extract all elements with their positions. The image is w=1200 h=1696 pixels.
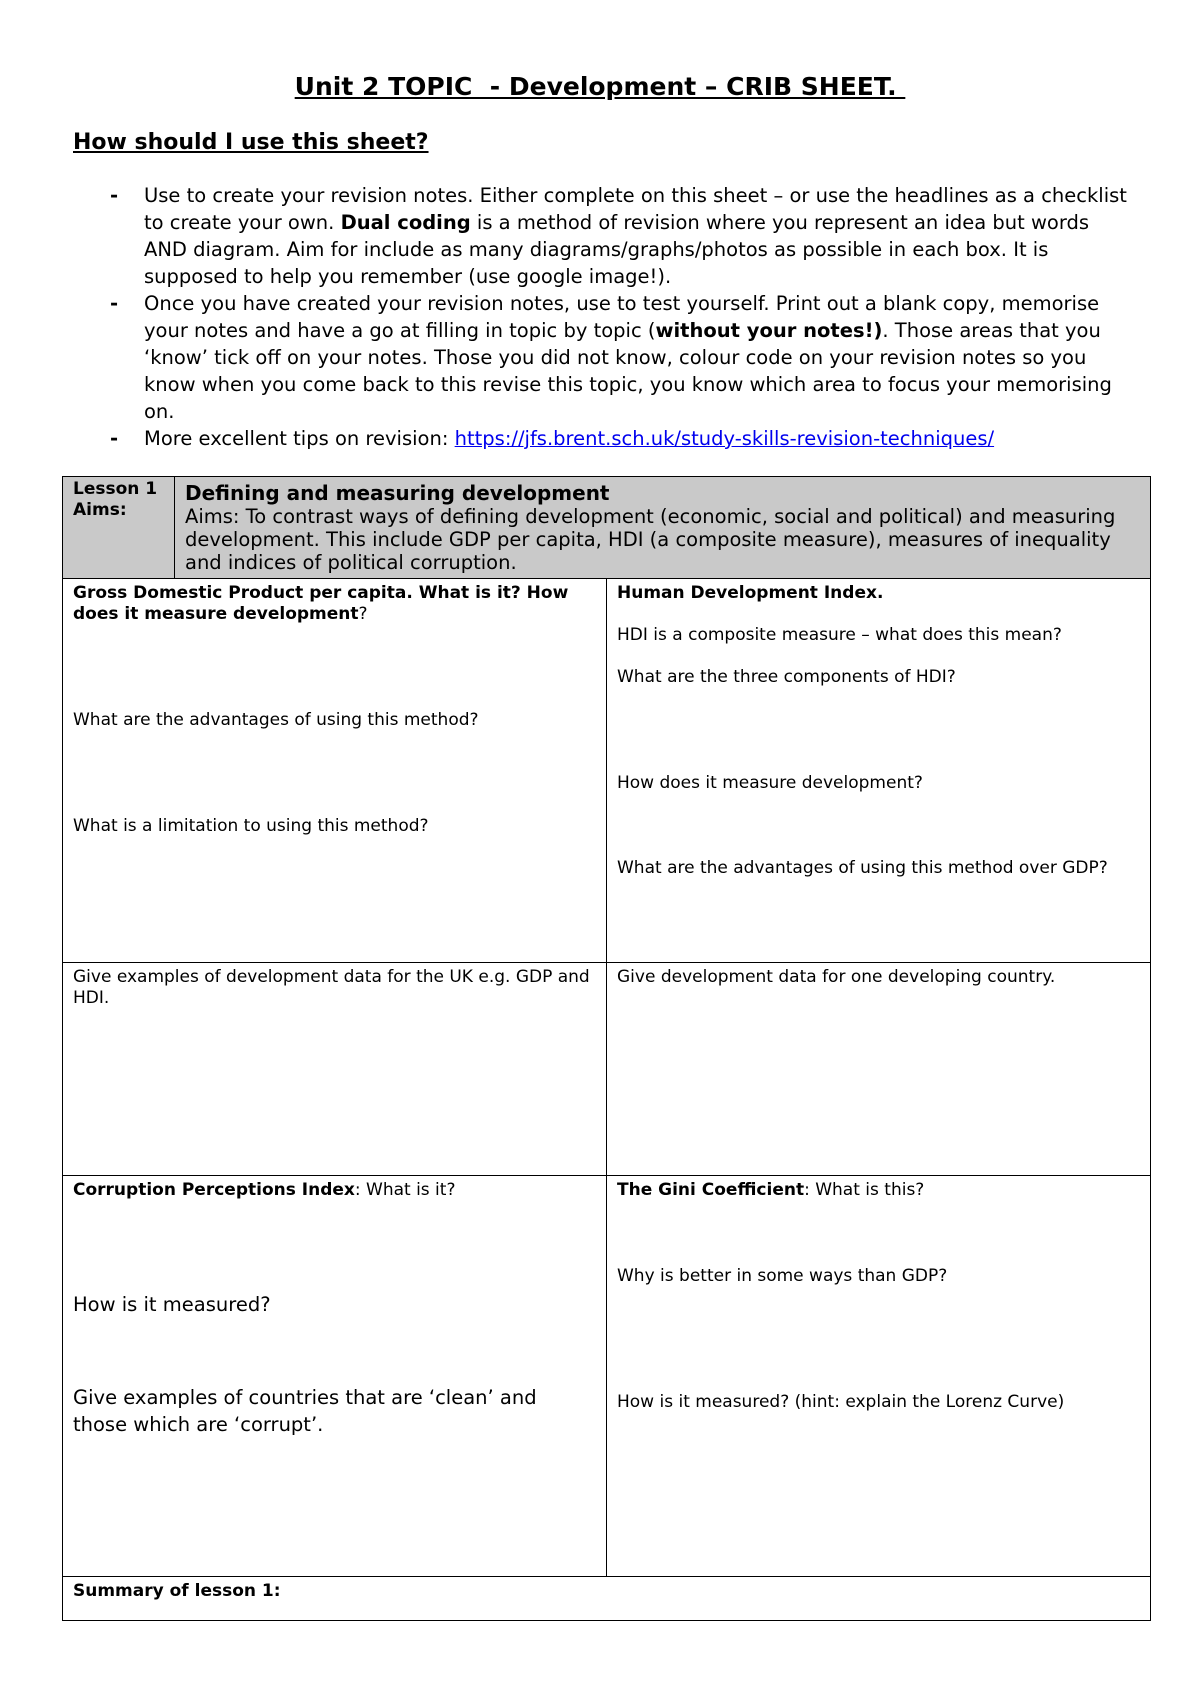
gdp-heading-tail: ? — [358, 604, 368, 624]
hdi-components-question: What are the three components of HDI? — [617, 667, 956, 687]
uk-data-question: Give examples of development data for the UK e.g. GDP and HDI. — [73, 967, 590, 1008]
hdi-cell[interactable] — [607, 579, 1151, 963]
crib-sheet-table — [62, 476, 1151, 1621]
gini-measured-question: How is it measured? (hint: explain the Lorenz Curve) — [617, 1392, 1065, 1412]
lesson-label: Lesson 1 Aims: — [63, 477, 175, 579]
gdp-heading-bold: Gross Domestic Product per capita. What is it? How does it measure development — [73, 583, 569, 624]
summary-label: Summary of lesson 1: — [73, 1581, 281, 1601]
lesson-aims-text: Aims: To contrast ways of defining development (economic, social and political) and measuring development. This include GDP per capita, HDI (a composite measure), measures of inequality and indices of political corruption. — [185, 505, 1116, 574]
gini-cell[interactable] — [607, 1176, 1151, 1577]
page-title: Unit 2 TOPIC - Development – CRIB SHEET. — [294, 72, 906, 101]
cpi-heading-tail: : What is it? — [354, 1180, 456, 1200]
instruction-item-self-test — [104, 290, 1134, 425]
instruction-text: . Those areas that you ‘know’ tick off on your notes. Those you did not know, colour code on your revision notes so you know when you come back to this revise this topic, you know which area to focus your memorising on. — [144, 319, 1112, 423]
instruction-text: Use to create your revision notes. Either complete on this sheet – or use the headlines as a checklist to create your own. — [144, 184, 1127, 234]
cpi-measured-question: How is it measured? — [73, 1293, 271, 1316]
instructions-list — [104, 182, 1134, 452]
cpi-heading — [73, 1180, 596, 1201]
lesson-aims-cell — [175, 477, 1151, 579]
developing-data-cell[interactable] — [607, 963, 1151, 1176]
summary-cell[interactable] — [63, 1577, 1151, 1621]
hdi-advantages-question: What are the advantages of using this method over GDP? — [617, 858, 1108, 878]
gdp-cell[interactable] — [63, 579, 607, 963]
gini-better-question: Why is better in some ways than GDP? — [617, 1266, 948, 1286]
cpi-examples-question: Give examples of countries that are ‘clean’ and those which are ‘corrupt’. — [73, 1386, 537, 1436]
instruction-text: is a method of revision where you represent an idea but words AND diagram. Aim for include as many diagrams/graphs/photos as possible in each box. It is supposed to help you remember (use google image!). — [144, 211, 1090, 288]
hdi-measure-question: How does it measure development? — [617, 773, 923, 793]
hdi-heading: Human Development Index. — [617, 583, 884, 603]
gini-heading — [617, 1180, 1140, 1201]
gini-heading-bold: The Gini Coefficient — [617, 1180, 805, 1200]
instruction-item-dual-coding — [104, 182, 1134, 290]
uk-data-cell[interactable] — [63, 963, 607, 1176]
cpi-heading-bold: Corruption Perceptions Index — [73, 1180, 355, 1200]
revision-tips-link[interactable]: https://jfs.brent.sch.uk/study-skills-revision-techniques/ — [454, 427, 995, 450]
gdp-advantages-question: What are the advantages of using this method? — [73, 710, 479, 730]
instruction-text: Once you have created your revision notes, use to test yourself. Print out a blank copy, memorise your notes and have a go at filling in topic by topic ( — [144, 292, 1100, 342]
how-to-use-heading: How should I use this sheet? — [73, 130, 429, 155]
instruction-item-tips — [104, 425, 1134, 452]
lesson-title: Defining and measuring development — [185, 481, 610, 505]
hdi-composite-question: HDI is a composite measure – what does this mean? — [617, 625, 1062, 645]
developing-data-question: Give development data for one developing country. — [617, 967, 1056, 987]
dual-coding-term: Dual coding — [340, 211, 471, 234]
instruction-text: More excellent tips on revision: — [144, 427, 455, 450]
gdp-limitation-question: What is a limitation to using this method? — [73, 816, 429, 836]
without-notes-emphasis: without your notes!) — [655, 319, 883, 342]
gini-heading-tail: : What is this? — [804, 1180, 925, 1200]
gdp-heading — [73, 583, 596, 625]
cpi-cell[interactable] — [63, 1176, 607, 1577]
